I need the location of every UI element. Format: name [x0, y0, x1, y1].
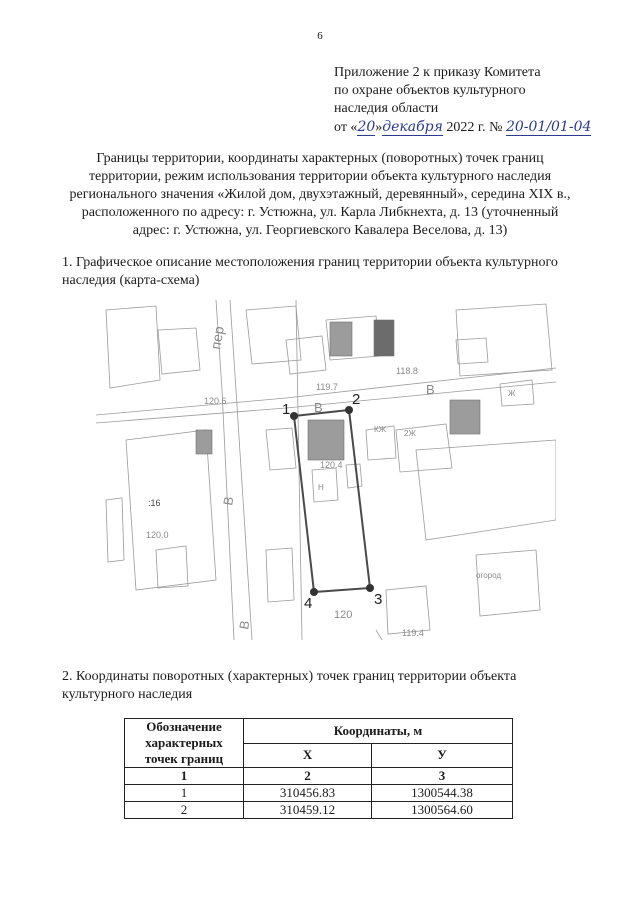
title-line-2: территории, режим использования территории объекта культурного наследия [88, 169, 552, 184]
handwritten-month: декабря [382, 119, 443, 135]
title-line-4: расположенного по адресу: г. Устюжна, ул. Карла Либкнехта, д. 13 (уточненный [81, 205, 559, 220]
title-line-1: Границы территории, координаты характерных (поворотных) точек границ [96, 151, 544, 166]
table-cell: 1 [125, 785, 244, 802]
header-x: X [244, 743, 372, 768]
map-label-e4: 120.4 [320, 460, 343, 470]
date-prefix: от « [334, 120, 358, 135]
point-label-3: 3 [374, 591, 383, 608]
table-cell: 310456.83 [244, 785, 372, 802]
map-label-e6: 119.4 [402, 628, 424, 638]
map-label-v1: В [314, 400, 323, 415]
header-y: У [372, 743, 513, 768]
table-row [125, 802, 513, 819]
map-label-n: Н [318, 483, 324, 492]
header-designation: Обозначение характерных точек границ [125, 719, 244, 768]
map-label-zh: Ж [508, 389, 516, 398]
map-label-per: пер [207, 324, 227, 351]
map-label-e3: 120.6 [204, 396, 227, 406]
section-2-line-2: культурного наследия [62, 687, 193, 702]
title-line-3: регионального значения «Жилой дом, двухэтажный, деревянный», середина XIX в., [69, 187, 571, 202]
boundary-point-1 [290, 412, 298, 420]
table-cell: 2 [244, 768, 372, 785]
table-cell: 1300564.60 [372, 802, 513, 819]
map-label-kzh2: 2Ж [404, 429, 416, 438]
table-cell: 310459.12 [244, 802, 372, 819]
map-label-v3: В [220, 495, 237, 507]
header-coordinates: Координаты, м [244, 719, 513, 744]
page-number: 6 [317, 30, 323, 42]
handwritten-order-number: 20-01/01-04 [505, 119, 592, 135]
table-cell: 1 [125, 768, 244, 785]
map-label-forest: огород [476, 571, 502, 580]
appendix-line-4 [334, 118, 624, 137]
map-label-v2: В [426, 382, 435, 397]
appendix-line-2: по охране объектов культурного [334, 83, 526, 98]
map-label-v4: В [236, 619, 253, 631]
appendix-line-1: Приложение 2 к приказу Комитета [334, 65, 541, 80]
section-1-line-2: наследия (карта-схема) [62, 273, 200, 288]
map-label-lot: :16 [148, 498, 161, 508]
point-label-4: 4 [304, 595, 313, 612]
title-line-5: адрес: г. Устюжна, ул. Георгиевского Кавалера Веселова, д. 13) [132, 223, 508, 238]
boundary-point-3 [366, 584, 374, 592]
map-label-e1: 119.7 [316, 382, 338, 392]
point-label-2: 2 [352, 391, 361, 408]
year-text: 2022 г. № [446, 120, 503, 135]
map-label-e2: 118.8 [396, 366, 418, 376]
date-mid: » [375, 120, 383, 135]
section-2-heading [62, 668, 622, 704]
map-label-e5: 120.0 [146, 530, 169, 540]
appendix-line-3: наследия области [334, 101, 439, 116]
table-index-row [125, 768, 513, 785]
map-label-kzh1: КЖ [374, 425, 387, 434]
handwritten-day: 20 [357, 119, 376, 135]
document-title [40, 150, 600, 240]
table-row [125, 785, 513, 802]
map-scheme [96, 300, 556, 640]
map-label-e7: 120 [334, 609, 353, 621]
section-2-line-1: 2. Координаты поворотных (характерных) точек границ территории объекта [62, 669, 517, 684]
appendix-header [334, 64, 624, 137]
section-1-line-1: 1. Графическое описание местоположения границ территории объекта культурного [62, 255, 558, 270]
table-cell: 2 [125, 802, 244, 819]
coordinates-table [124, 718, 513, 819]
table-cell: 1300544.38 [372, 785, 513, 802]
section-1-heading [62, 254, 622, 290]
point-label-1: 1 [282, 401, 291, 418]
table-cell: 3 [372, 768, 513, 785]
